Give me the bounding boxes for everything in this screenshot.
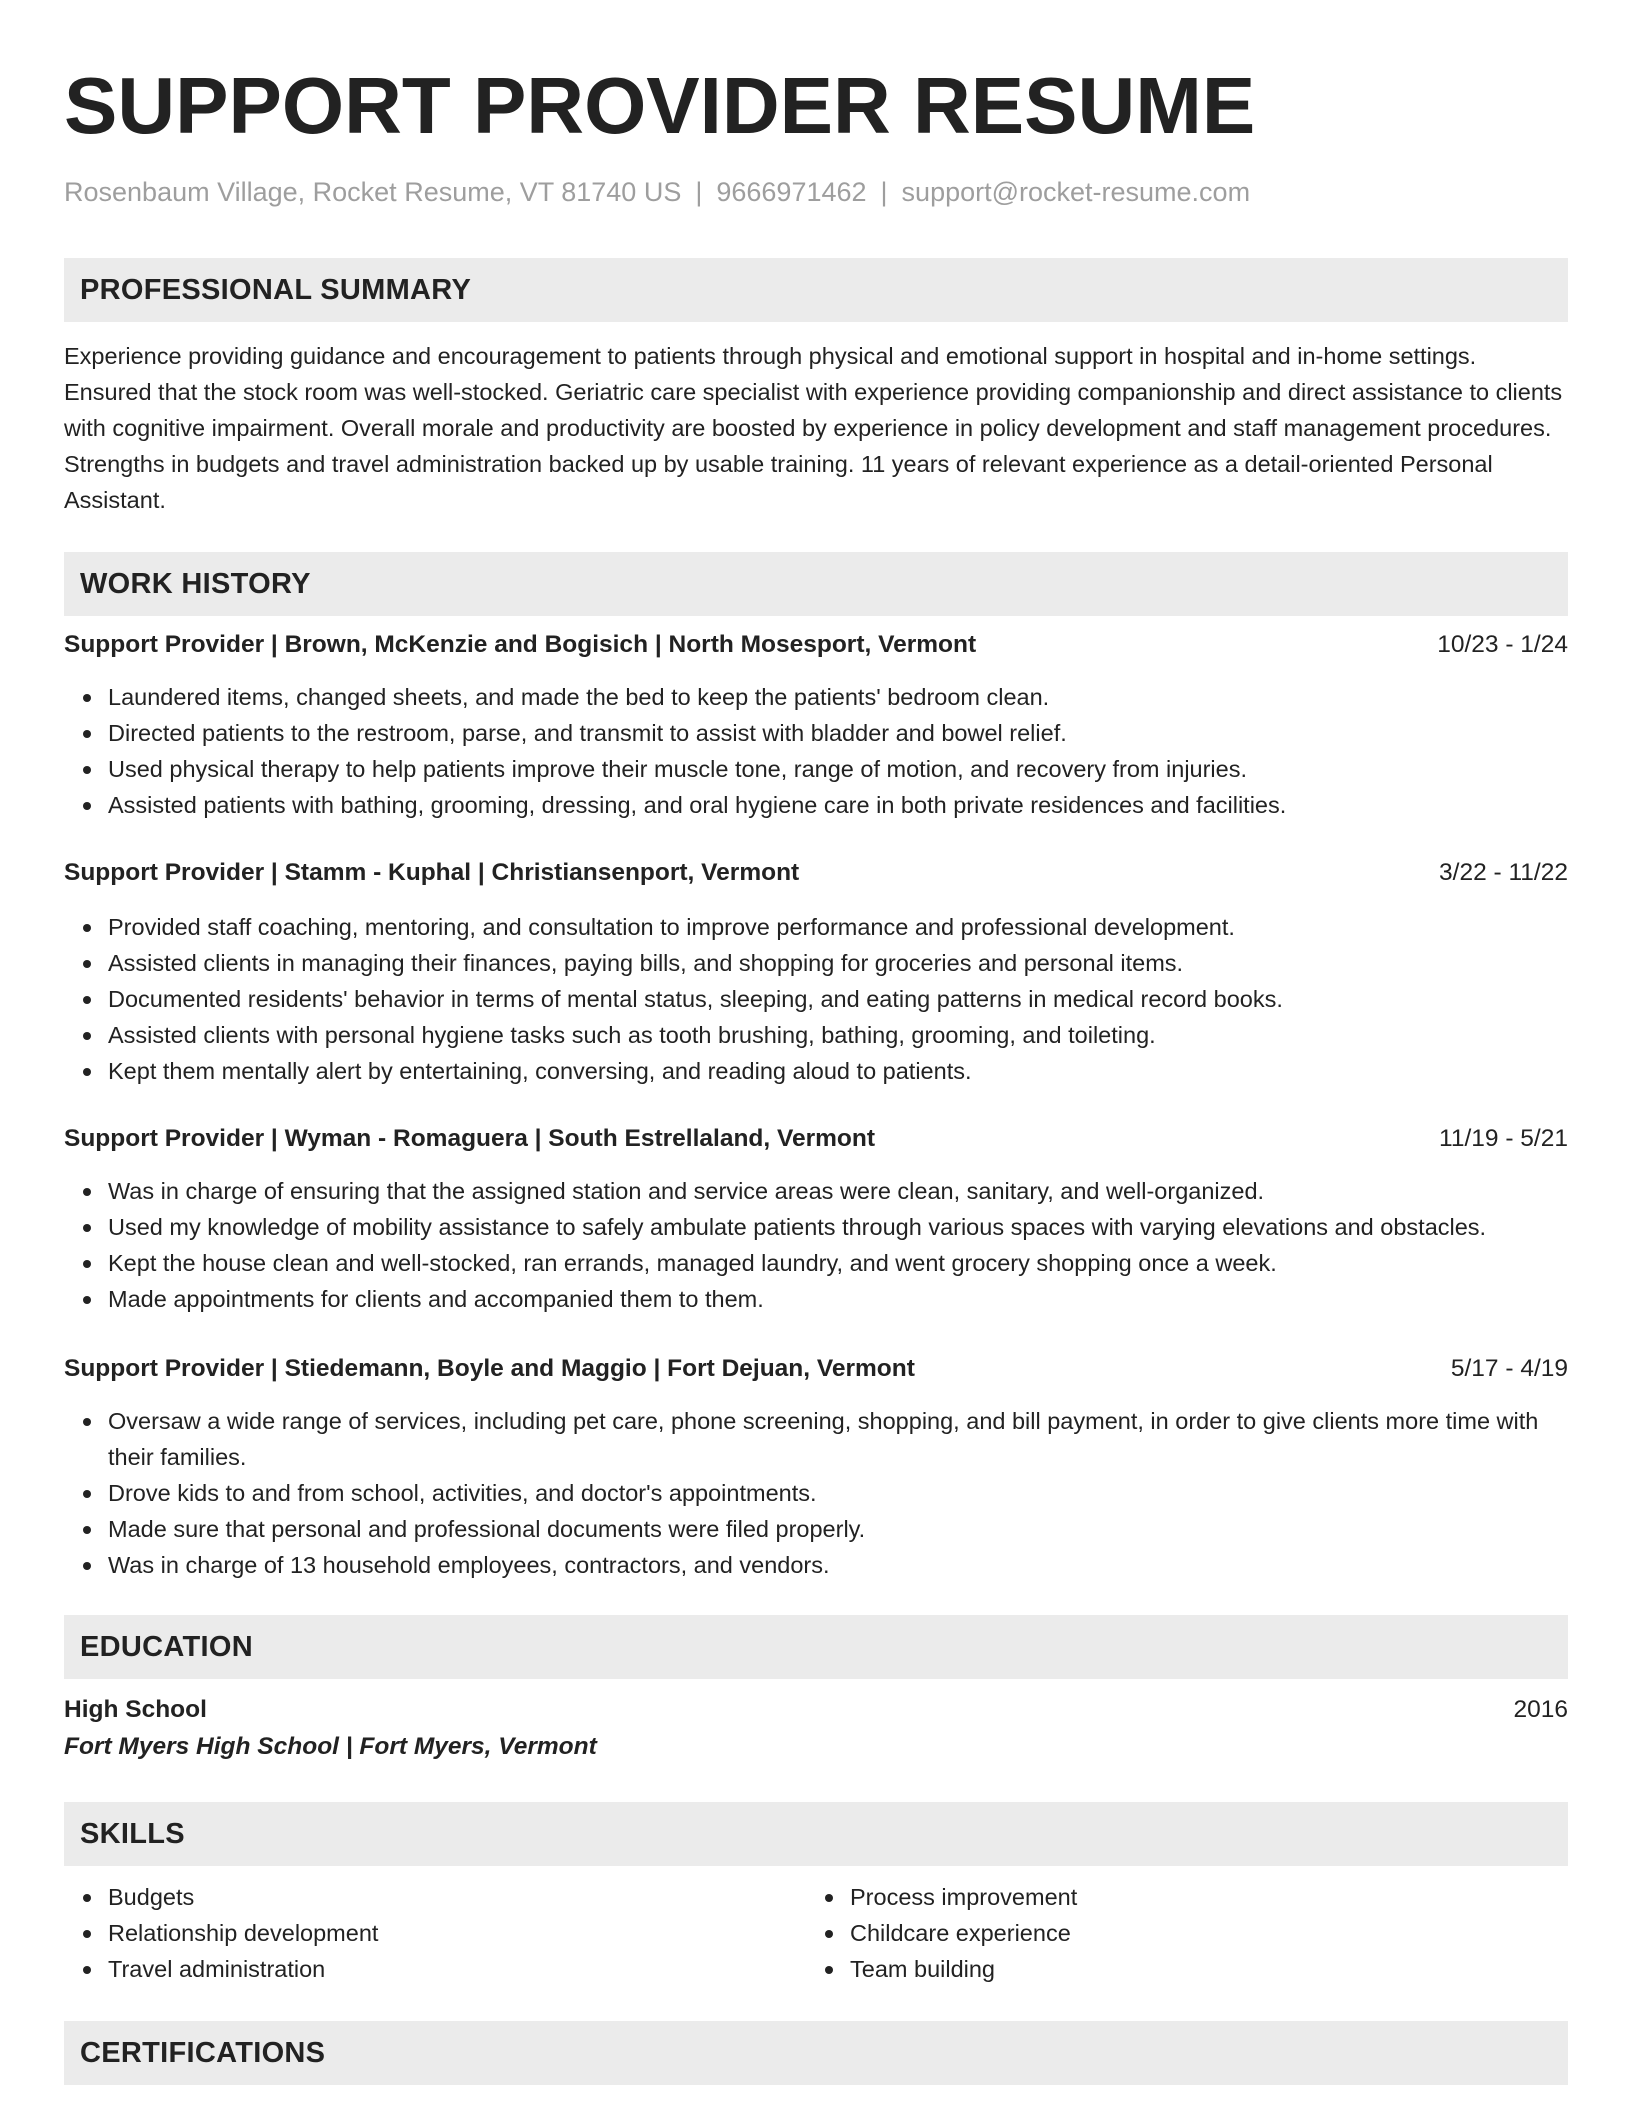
job-bullet: Laundered items, changed sheets, and made the bed to keep the patients' bedroom clean. [108, 679, 1568, 715]
contact-phone: 9666971462 [716, 177, 867, 207]
contact-separator: | [695, 177, 703, 207]
job-title: Support Provider | Stiedemann, Boyle and Maggio | Fort Dejuan, Vermont [64, 1355, 915, 1382]
education-school: Fort Myers High School | Fort Myers, Vermont [64, 1733, 597, 1760]
job-bullet: Assisted clients in managing their finances, paying bills, and shopping for groceries and personal items. [108, 945, 1568, 981]
summary-paragraph: Experience providing guidance and encouragement to patients through physical and emotional support in hospital and in-home settings. Ensured that the stock room was well-stocked. Geriatric care specialist with experience providing companionship and direct assistance to clients with cognitive impairment. Overall morale and productivity are boosted by experience in policy development and staff management procedures. Strengths in budgets and travel administration backed up by usable training. 11 years of relevant experience as a detail-oriented Personal Assistant. [64, 343, 1563, 513]
resume-page [64, 0, 1568, 2085]
contact-email: support@rocket-resume.com [901, 177, 1251, 207]
job-title: Support Provider | Stamm - Kuphal | Christiansenport, Vermont [64, 859, 800, 886]
education-degree: High School [64, 1696, 207, 1723]
skills-column-left [64, 1879, 806, 1987]
job-bullet: Was in charge of ensuring that the assigned station and service areas were clean, sanitary, and well-organized. [108, 1173, 1568, 1209]
job-bullet: Used my knowledge of mobility assistance to safely ambulate patients through various spaces with varying elevations and obstacles. [108, 1209, 1568, 1245]
job-bullet: Was in charge of 13 household employees, contractors, and vendors. [108, 1547, 1568, 1583]
job-bullets [64, 679, 1568, 823]
resume-title: SUPPORT PROVIDER RESUME [64, 61, 1256, 150]
job-bullet: Assisted patients with bathing, grooming, dressing, and oral hygiene care in both private residences and facilities. [108, 787, 1568, 823]
skill-item: Budgets [108, 1879, 806, 1915]
skill-item: Team building [850, 1951, 1548, 1987]
education-entry [64, 1692, 1568, 1728]
job-dates: 11/19 - 5/21 [1439, 1125, 1568, 1152]
skills-column-right [806, 1879, 1548, 1987]
job-entry [64, 627, 1568, 823]
job-bullet: Oversaw a wide range of services, including pet care, phone screening, shopping, and bill payment, in order to give clients more time with their families. [108, 1403, 1568, 1475]
skills-list [64, 1879, 806, 1987]
job-bullet: Assisted clients with personal hygiene tasks such as tooth brushing, bathing, grooming, and toileting. [108, 1017, 1568, 1053]
skill-item: Childcare experience [850, 1915, 1548, 1951]
contact-separator: | [880, 177, 888, 207]
contact-line [64, 174, 1568, 210]
job-bullets [64, 1403, 1568, 1583]
job-dates: 3/22 - 11/22 [1439, 859, 1568, 886]
job-bullet: Drove kids to and from school, activities, and doctor's appointments. [108, 1475, 1568, 1511]
job-bullet: Made sure that personal and professional documents were filed properly. [108, 1511, 1568, 1547]
job-header [64, 1351, 1568, 1387]
job-header [64, 1121, 1568, 1157]
job-entry [64, 1351, 1568, 1583]
skills-grid [64, 1879, 1568, 1987]
job-bullet: Kept the house clean and well-stocked, ran errands, managed laundry, and went grocery shopping once a week. [108, 1245, 1568, 1281]
section-header-education: EDUCATION [64, 1615, 1568, 1679]
section-header-summary: PROFESSIONAL SUMMARY [64, 258, 1568, 322]
skill-item: Process improvement [850, 1879, 1548, 1915]
job-title: Support Provider | Brown, McKenzie and Bogisich | North Mosesport, Vermont [64, 631, 977, 658]
section-header-skills: SKILLS [64, 1802, 1568, 1866]
job-entry [64, 855, 1568, 1089]
job-header [64, 627, 1568, 663]
job-bullet: Directed patients to the restroom, parse, and transmit to assist with bladder and bowel relief. [108, 715, 1568, 751]
job-bullets [64, 909, 1568, 1089]
job-dates: 5/17 - 4/19 [1450, 1355, 1568, 1382]
job-bullets [64, 1173, 1568, 1317]
skill-item: Travel administration [108, 1951, 806, 1987]
job-bullet: Made appointments for clients and accompanied them to them. [108, 1281, 1568, 1317]
job-bullet: Kept them mentally alert by entertaining, conversing, and reading aloud to patients. [108, 1053, 1568, 1089]
job-bullet: Used physical therapy to help patients improve their muscle tone, range of motion, and recovery from injuries. [108, 751, 1568, 787]
job-bullet: Documented residents' behavior in terms of mental status, sleeping, and eating patterns in medical record books. [108, 981, 1568, 1017]
skill-item: Relationship development [108, 1915, 806, 1951]
job-header [64, 855, 1568, 891]
job-dates: 10/23 - 1/24 [1437, 631, 1568, 658]
education-year: 2016 [1513, 1696, 1568, 1723]
job-title: Support Provider | Wyman - Romaguera | South Estrellaland, Vermont [64, 1125, 876, 1152]
section-header-certifications: CERTIFICATIONS [64, 2021, 1568, 2085]
contact-address: Rosenbaum Village, Rocket Resume, VT 81740 US [64, 177, 682, 207]
skills-list [806, 1879, 1548, 1987]
section-header-work-history: WORK HISTORY [64, 552, 1568, 616]
job-bullet: Provided staff coaching, mentoring, and consultation to improve performance and professional development. [108, 909, 1568, 945]
job-entry [64, 1121, 1568, 1317]
